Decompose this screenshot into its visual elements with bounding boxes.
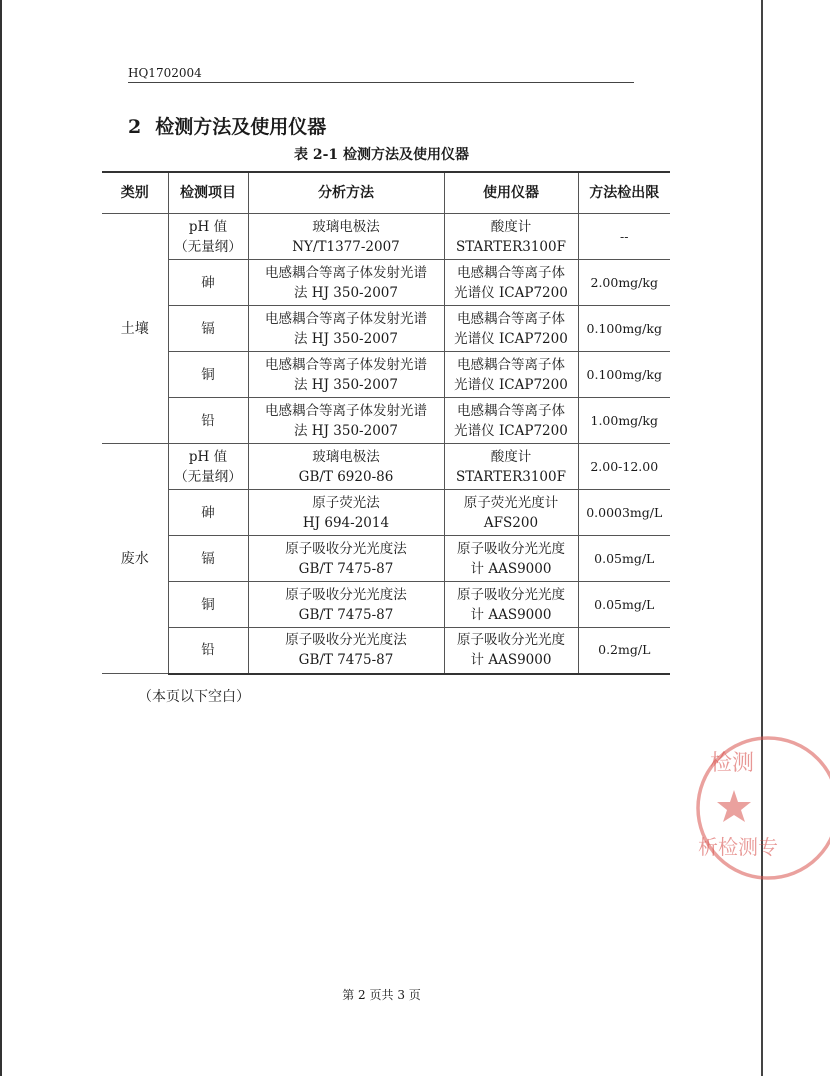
instrument-cell <box>444 306 578 352</box>
table-row <box>102 490 670 536</box>
instrument-cell-line: 计 AAS9000 <box>470 606 552 623</box>
method-cell <box>248 214 444 260</box>
instrument-cell <box>444 490 578 536</box>
method-cell-line: 法 HJ 350-2007 <box>294 330 398 347</box>
instrument-cell-line: 电感耦合等离子体 <box>457 264 565 281</box>
method-cell-line: 电感耦合等离子体发射光谱 <box>265 402 427 419</box>
method-cell-line: 原子吸收分光光度法 <box>285 632 407 649</box>
header-item: 检测项目 <box>168 172 248 214</box>
instrument-cell-line: STARTER3100F <box>456 238 566 255</box>
detection-limit-cell: 0.100mg/kg <box>578 352 670 398</box>
item-cell <box>168 444 248 490</box>
instrument-cell-line: 原子荧光光度计 <box>463 494 559 511</box>
instrument-cell-line: AFS200 <box>483 514 539 531</box>
instrument-cell-line: 电感耦合等离子体 <box>457 310 565 327</box>
instrument-cell-line: 原子吸收分光光度 <box>457 586 565 603</box>
table-row <box>102 352 670 398</box>
method-cell <box>248 260 444 306</box>
method-cell-line: HJ 694-2014 <box>302 514 390 531</box>
method-cell-line: 法 HJ 350-2007 <box>294 284 398 301</box>
table-row <box>102 306 670 352</box>
method-cell <box>248 306 444 352</box>
detection-limit-cell: 0.05mg/L <box>578 536 670 582</box>
seal-text-top: 检测 <box>710 751 755 776</box>
instrument-cell <box>444 582 578 628</box>
instrument-cell-line: 酸度计 <box>490 218 532 235</box>
item-cell-line: 砷 <box>201 504 215 521</box>
table-row <box>102 628 670 674</box>
detection-limit-cell: 1.00mg/kg <box>578 398 670 444</box>
detection-limit-cell: 2.00mg/kg <box>578 260 670 306</box>
official-seal-stamp <box>690 728 778 888</box>
instrument-cell-line: 原子吸收分光光度 <box>457 632 565 649</box>
method-cell-line: 玻璃电极法 <box>312 448 380 465</box>
item-cell-line: pH 值 <box>188 448 228 465</box>
method-cell-line: 电感耦合等离子体发射光谱 <box>265 356 427 373</box>
method-cell-line: GB/T 6920-86 <box>298 468 394 485</box>
item-cell <box>168 352 248 398</box>
table-row <box>102 214 670 260</box>
method-cell-line: 玻璃电极法 <box>312 218 380 235</box>
table-row <box>102 536 670 582</box>
instrument-cell <box>444 444 578 490</box>
header-method: 分析方法 <box>248 172 444 214</box>
detection-limit-cell: 0.0003mg/L <box>578 490 670 536</box>
instrument-cell <box>444 536 578 582</box>
item-cell <box>168 628 248 674</box>
instrument-cell-line: 光谱仪 ICAP7200 <box>454 284 568 301</box>
document-code: HQ1702004 <box>128 66 634 83</box>
item-cell <box>168 582 248 628</box>
detection-limit-cell: 0.05mg/L <box>578 582 670 628</box>
item-cell-line: 铜 <box>201 596 215 613</box>
method-cell-line: 原子吸收分光光度法 <box>285 540 407 557</box>
section-number: 2 <box>128 116 142 138</box>
method-cell-line: GB/T 7475-87 <box>298 652 394 669</box>
instrument-cell-line: 光谱仪 ICAP7200 <box>454 422 568 439</box>
table-header-row <box>102 172 670 214</box>
method-cell <box>248 398 444 444</box>
item-cell-line: 铅 <box>201 412 215 429</box>
instrument-cell-line: 计 AAS9000 <box>470 652 552 669</box>
category-cell: 土壤 <box>102 214 168 444</box>
method-cell <box>248 582 444 628</box>
item-cell <box>168 536 248 582</box>
instrument-cell-line: 电感耦合等离子体 <box>457 356 565 373</box>
seal-stamp-graphic <box>690 728 830 888</box>
item-cell-line: 砷 <box>201 274 215 291</box>
header-detection-limit: 方法检出限 <box>578 172 670 214</box>
table-row <box>102 398 670 444</box>
detection-limit-cell: 0.2mg/L <box>578 628 670 674</box>
item-cell-line: 镉 <box>201 550 215 567</box>
method-cell <box>248 490 444 536</box>
header-category: 类别 <box>102 172 168 214</box>
detection-limit-cell: 2.00-12.00 <box>578 444 670 490</box>
item-cell-line: pH 值 <box>188 218 228 235</box>
instrument-cell-line: 酸度计 <box>490 448 532 465</box>
item-cell-line: 镉 <box>201 320 215 337</box>
table-row <box>102 582 670 628</box>
item-cell-line: 铜 <box>201 366 215 383</box>
instrument-cell <box>444 260 578 306</box>
table-caption: 表 2-1 检测方法及使用仪器 <box>293 147 470 163</box>
instrument-cell-line: 计 AAS9000 <box>470 560 552 577</box>
category-cell: 废水 <box>102 444 168 674</box>
table-row <box>102 260 670 306</box>
method-cell-line: GB/T 7475-87 <box>298 560 394 577</box>
item-cell <box>168 260 248 306</box>
instrument-cell-line: 原子吸收分光光度 <box>457 540 565 557</box>
method-cell-line: 电感耦合等离子体发射光谱 <box>265 310 427 327</box>
method-cell <box>248 352 444 398</box>
blank-page-note: （本页以下空白） <box>138 689 250 705</box>
detection-limit-cell: -- <box>578 214 670 260</box>
item-cell-line: （无量纲） <box>174 238 242 255</box>
method-cell-line: NY/T1377-2007 <box>292 238 400 255</box>
method-cell-line: 原子吸收分光光度法 <box>285 586 407 603</box>
method-cell <box>248 444 444 490</box>
methods-table <box>102 171 670 675</box>
instrument-cell <box>444 214 578 260</box>
instrument-cell-line: STARTER3100F <box>456 468 566 485</box>
item-cell-line: （无量纲） <box>174 468 242 485</box>
instrument-cell <box>444 352 578 398</box>
page-footer: 第 2 页共 3 页 <box>342 988 421 1002</box>
method-cell <box>248 628 444 674</box>
table-row <box>102 444 670 490</box>
table-body <box>102 214 670 674</box>
instrument-cell <box>444 628 578 674</box>
section-title-text: 检测方法及使用仪器 <box>155 116 327 138</box>
detection-limit-cell: 0.100mg/kg <box>578 306 670 352</box>
item-cell <box>168 490 248 536</box>
header-instrument: 使用仪器 <box>444 172 578 214</box>
item-cell <box>168 306 248 352</box>
method-cell <box>248 536 444 582</box>
method-cell-line: 原子荧光法 <box>312 494 380 511</box>
method-cell-line: 电感耦合等离子体发射光谱 <box>265 264 427 281</box>
item-cell-line: 铅 <box>201 642 215 659</box>
item-cell <box>168 214 248 260</box>
method-cell-line: GB/T 7475-87 <box>298 606 394 623</box>
instrument-cell <box>444 398 578 444</box>
instrument-cell-line: 光谱仪 ICAP7200 <box>454 330 568 347</box>
section-title <box>128 112 326 139</box>
seal-text-bottom: 析检测专 <box>698 835 778 859</box>
instrument-cell-line: 电感耦合等离子体 <box>457 402 565 419</box>
item-cell <box>168 398 248 444</box>
method-cell-line: 法 HJ 350-2007 <box>294 422 398 439</box>
instrument-cell-line: 光谱仪 ICAP7200 <box>454 376 568 393</box>
method-cell-line: 法 HJ 350-2007 <box>294 376 398 393</box>
